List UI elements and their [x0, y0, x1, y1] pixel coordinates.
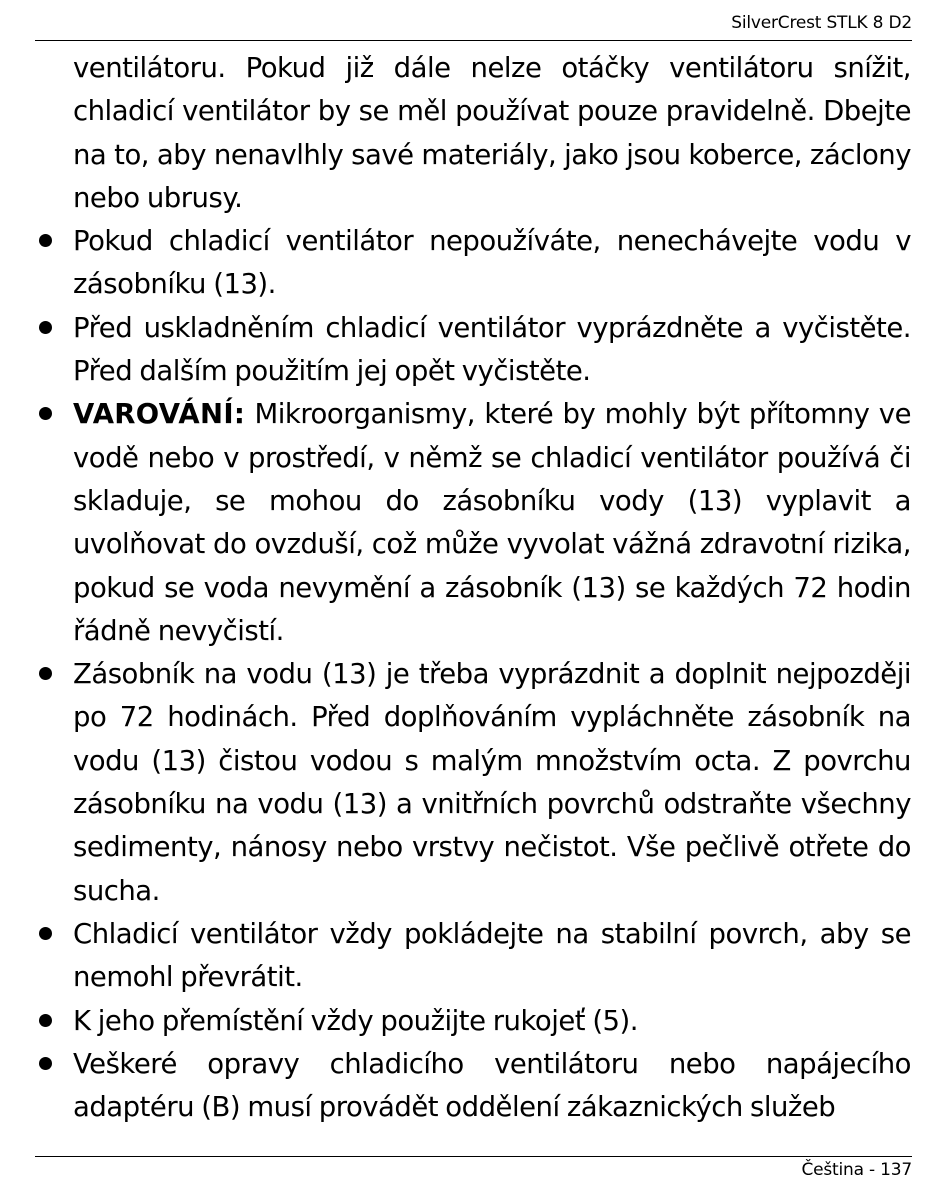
bullet-icon: [39, 1014, 52, 1027]
page-footer: [35, 1156, 912, 1183]
list-item-text: Zásobník na vodu (13) je třeba vyprázdnit a doplnit nejpozději po 72 hodinách. Před doplňováním vypláchněte zásobník na vodu (13) čistou vodou s malým množstvím octa. Z povrchu zásobníku na vodu (13) a vnitřních povrchů odstraňte všechny sedimenty, nánosy nebo vrstvy nečistot. Vše pečlivě otřete do sucha.: [73, 658, 911, 907]
list-item: [73, 653, 911, 913]
list-item-text: Chladicí ventilátor vždy pokládejte na stabilní povrch, aby se nemohl převrátit.: [73, 917, 911, 994]
list-item: [73, 220, 911, 307]
warning-label: VAROVÁNÍ:: [73, 398, 246, 431]
list-item: [73, 913, 911, 1000]
bullet-icon: [39, 321, 52, 334]
list-item-warning: [73, 393, 911, 653]
bullet-icon: [39, 234, 52, 247]
bullet-icon: [39, 1057, 52, 1070]
list-item-text: Veškeré opravy chladicího ventilátoru nebo napájecího adaptéru (B) musí provádět oddělení zákaznických služeb: [73, 1047, 911, 1124]
continuation-paragraph: ventilátoru. Pokud již dále nelze otáčky ventilátoru snížit, chladicí ventilátor by se měl používat pouze pravidelně. Dbejte na to, aby nenavlhly savé materiály, jako jsou koberce, záclony nebo ubrusy.: [73, 52, 911, 214]
page-header: [35, 10, 912, 41]
list-item-text: K jeho přemístění vždy použijte rukojeť (5).: [73, 1004, 639, 1037]
bullet-list: [73, 220, 911, 1129]
list-item: [73, 1000, 911, 1043]
page-number: Čeština - 137: [801, 1160, 912, 1180]
page-content: [73, 47, 911, 1129]
bullet-icon: [39, 667, 52, 680]
list-item-text: Mikroorganismy, které by mohly být přítomny ve vodě nebo v prostředí, v němž se chladicí ventilátor používá či skladuje, se mohou do zásobníku vody (13) vyplavit a uvolňovat do ovzduší, což může vyvolat vážná zdravotní rizika, pokud se voda nevymění a zásobník (13) se každých 72 hodin řádně nevyčistí.: [73, 398, 911, 647]
list-item-text: Pokud chladicí ventilátor nepoužíváte, nenechávejte vodu v zásobníku (13).: [73, 225, 911, 301]
list-item-text: Před uskladněním chladicí ventilátor vyprázdněte a vyčistěte. Před dalším použitím jej opět vyčistěte.: [73, 311, 911, 388]
bullet-icon: [39, 927, 52, 940]
header-title: SilverCrest STLK 8 D2: [731, 13, 912, 33]
list-item: [73, 1043, 911, 1130]
list-item: [73, 307, 911, 394]
bullet-icon: [39, 407, 52, 420]
